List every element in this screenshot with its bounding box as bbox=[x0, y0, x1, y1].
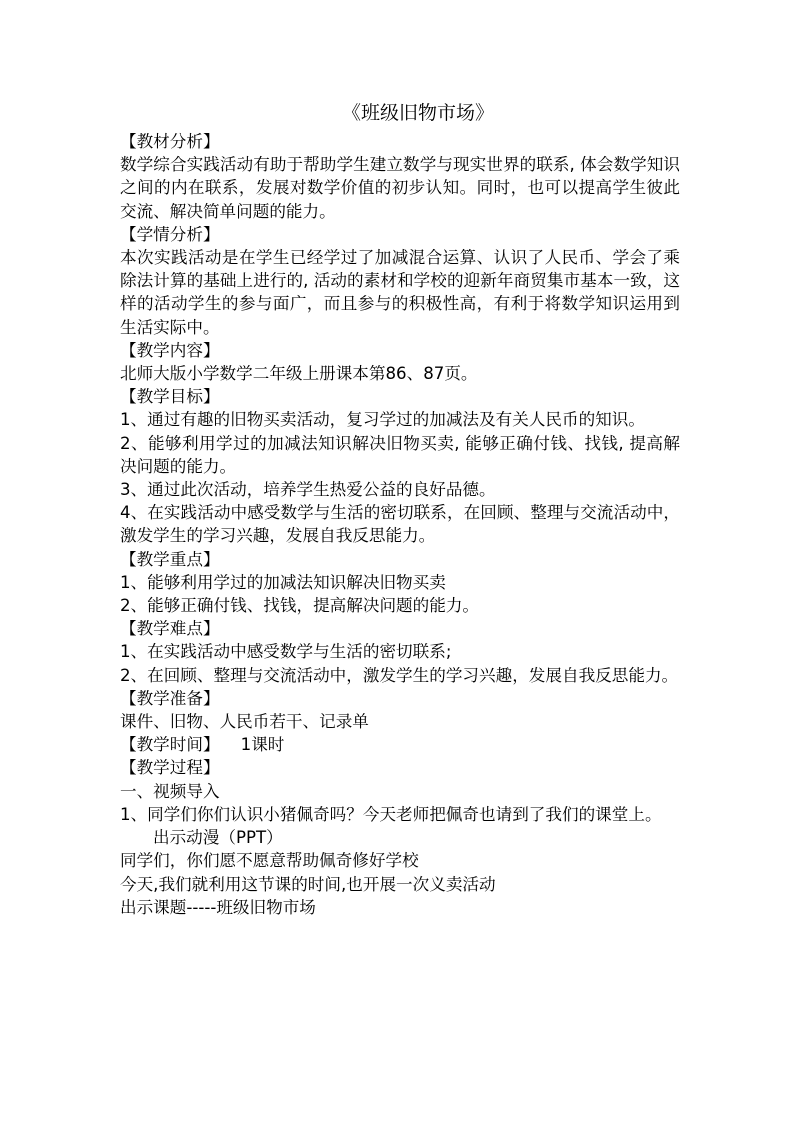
process-paragraph-show-animation: 出示动漫（PPT） bbox=[153, 828, 283, 848]
goal-item-4: 4、在实践活动中感受数学与生活的密切联系，在回顾、整理与交流活动中，激发学生的学习兴趣，发展自我反思能力。 bbox=[120, 503, 680, 546]
process-paragraph-4: 出示课题-----班级旧物市场 bbox=[120, 897, 316, 917]
process-paragraph-3: 今天,我们就利用这节课的时间,也开展一次义卖活动 bbox=[120, 874, 496, 894]
difficulty-item-1: 1、在实践活动中感受数学与生活的密切联系; bbox=[120, 642, 452, 662]
document-page bbox=[120, 98, 680, 919]
process-paragraph-1: 1、同学们你们认识小猪佩奇吗？今天老师把佩奇也请到了我们的课堂上。 bbox=[120, 804, 662, 824]
key-point-item-2: 2、能够正确付钱、找钱，提高解决问题的能力。 bbox=[120, 596, 480, 616]
section-heading-teaching-time: 【教学时间】 1课时 bbox=[120, 735, 285, 755]
section-heading-teaching-process: 【教学过程】 bbox=[120, 758, 220, 778]
section-heading-student-analysis: 【学情分析】 bbox=[120, 224, 220, 244]
key-point-item-1: 1、能够利用学过的加减法知识解决旧物买卖 bbox=[120, 572, 446, 592]
paragraph-textbook-analysis: 数学综合实践活动有助于帮助学生建立数学与现实世界的联系, 体会数学知识之间的内在联系，发展对数学价值的初步认知。同时，也可以提高学生彼此交流、解决简单问题的能力。 bbox=[120, 155, 680, 221]
goal-item-3: 3、通过此次活动，培养学生热爱公益的良好品德。 bbox=[120, 480, 496, 500]
paragraph-teaching-content: 北师大版小学数学二年级上册课本第86、87页。 bbox=[120, 364, 478, 384]
section-heading-textbook-analysis: 【教材分析】 bbox=[120, 132, 220, 151]
difficulty-item-2: 2、在回顾、整理与交流活动中，激发学生的学习兴趣，发展自我反思能力。 bbox=[120, 665, 679, 685]
section-heading-difficulties: 【教学难点】 bbox=[120, 619, 220, 639]
process-paragraph-2: 同学们，你们愿不愿意帮助佩奇修好学校 bbox=[120, 851, 419, 871]
section-heading-teaching-goals: 【教学目标】 bbox=[120, 387, 220, 407]
goal-item-1: 1、通过有趣的旧物买卖活动，复习学过的加减法及有关人民币的知识。 bbox=[120, 410, 645, 430]
paragraph-preparation: 课件、旧物、人民币若干、记录单 bbox=[120, 712, 369, 732]
process-step-video-intro: 一、视频导入 bbox=[120, 781, 220, 801]
section-heading-teaching-content: 【教学内容】 bbox=[120, 340, 220, 360]
section-heading-preparation: 【教学准备】 bbox=[120, 688, 220, 708]
goal-item-2: 2、能够利用学过的加减法知识解决旧物买卖, 能够正确付钱、找钱, 提高解决问题的能力。 bbox=[120, 433, 680, 476]
paragraph-student-analysis: 本次实践活动是在学生已经学过了加减混合运算、认识了人民币、学会了乘除法计算的基础上进行的, 活动的素材和学校的迎新年商贸集市基本一致，这样的活动学生的参与面广，而且参与的积极性高，有利于将数学知识运用到生活实际中。 bbox=[120, 248, 680, 337]
section-heading-key-points: 【教学重点】 bbox=[120, 549, 220, 569]
document-title: 《班级旧物市场》 bbox=[341, 102, 494, 124]
